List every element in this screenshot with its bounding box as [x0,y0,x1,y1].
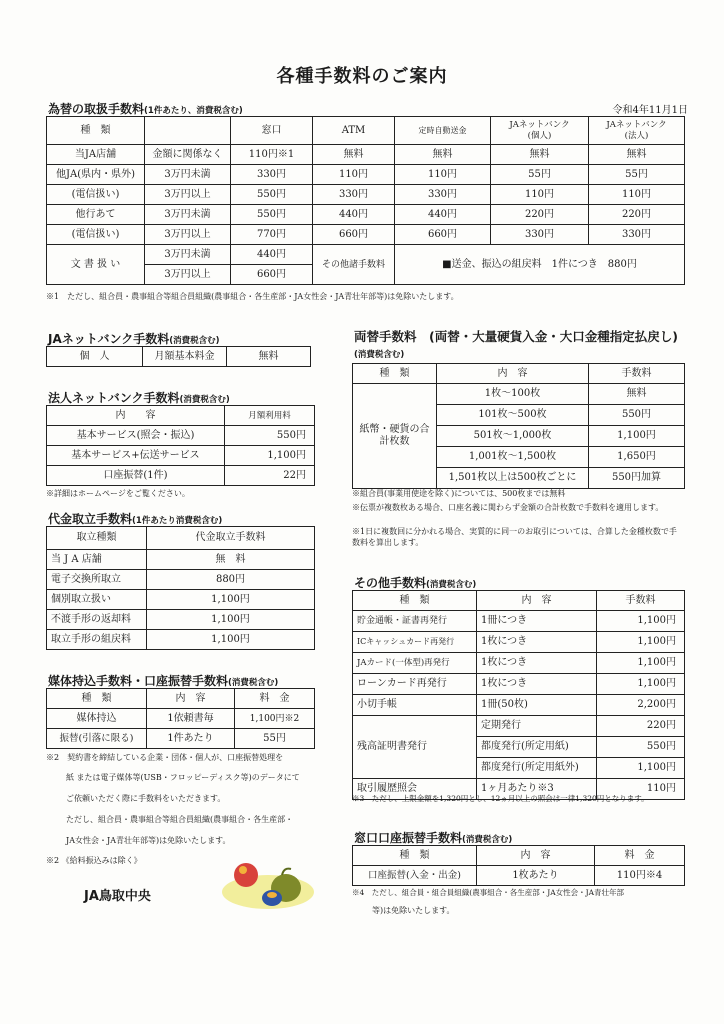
baitai-note: ※2 契約書を締結している企業・団体・個人が、口座振替処理を [46,753,284,762]
houjin-note: ※詳細はホームページをご覧ください。 [46,489,190,498]
madoguchi-table [352,845,685,886]
houjin-heading: 法人ネットバンク手数料(消費税含む) [48,391,230,405]
table-row: 貯金通帳・証書再発行 1冊につき 1,100円 [353,611,685,632]
table-row: 都度発行(所定用紙) 550円 [353,737,685,758]
table-row: 取引履歴照会 1ヶ月あたり※3 110円 [353,779,685,800]
other-fees-label: その他諸手数料 [313,245,395,285]
table-row: 1,001枚～1,500枚 1,650円 [353,447,685,468]
baitai-heading: 媒体持込手数料・口座振替手数料(消費税含む) [48,674,279,688]
table-header: 種 類 内 容 料 金 [47,689,315,709]
table-row: JAカード(一体型)再発行 1枚につき 1,100円 [353,653,685,674]
madoguchi-heading: 窓口口座振替手数料(消費税含む) [354,831,513,845]
issue-date: 令和4年11月1日 [612,105,688,116]
col-blank [145,117,231,145]
table-row: 他行あて 3万円未満 550円 440円 440円 220円 220円 [47,205,685,225]
sonota-note: ※3 ただし、上限金額を1,320円とし、12ヵ月以上の照会は一律1,320円となります。 [352,794,649,803]
table-row: 個 人 月額基本料金 無料 [47,347,311,367]
sonota-heading: その他手数料(消費税含む) [354,576,477,590]
kawase-table [46,116,685,285]
col-netbank-houjin: JAネットバンク (法人) [589,117,685,145]
table-row: 当JA店舗 金額に関係なく 110円※1 無料 無料 無料 無料 [47,145,685,165]
jabank-heading: JAネットバンク手数料(消費税含む) [48,332,220,346]
ryogae-heading: 両替手数料 (両替・大量硬貨入金・大口金種指定払戻し) [354,329,678,344]
zandaka-label: 残高証明書発行 [353,716,477,779]
table-row: 振替(引落に限る) 1件あたり 55円 [47,729,315,749]
table-row: 口座振替(1件) 22円 [47,466,315,486]
table-row: ICキャッシュカード再発行 1枚につき 1,100円 [353,632,685,653]
table-row: (電信扱い) 3万円以上 770円 660円 660円 330円 330円 [47,225,685,245]
ja-mascot-icon [212,858,322,914]
table-row: 個別取立扱い 1,100円 [47,590,315,610]
table-header: 取立種類 代金取立手数料 [47,527,315,550]
ryogae-heading-note: (消費税含む) [354,350,405,360]
table-row: 口座振替(入金・出金) 1枚あたり 110円※4 [353,866,685,886]
ja-logo-text: JA鳥取中央 [84,889,151,904]
ryogae-table [352,363,685,489]
table-row: 都度発行(所定用紙外) 1,100円 [353,758,685,779]
table-row: 基本サービス+伝送サービス 1,100円 [47,446,315,466]
table-row: 501枚～1,000枚 1,100円 [353,426,685,447]
table-row: 取立手形の組戻料 1,100円 [47,630,315,650]
baitai-table [46,688,315,749]
baitai-note: ※2 《給料振込みは除く》 [46,856,142,865]
kawase-note: ※1 ただし、組合員・農事組合等組合員組織(農事組合・各生産部・JA女性会・JA青壮年部等)は免除いたします。 [46,292,459,301]
col-teiji: 定時自動送金 [395,117,491,145]
table-row: 当 J A 店舗 無 料 [47,550,315,570]
table-row: 基本サービス(照会・振込) 550円 [47,426,315,446]
baitai-note: JA女性会・JA青壮年部等)は免除いたします。 [66,836,231,845]
table-row: 他JA(県内・県外) 3万円未満 330円 110円 110円 55円 55円 [47,165,685,185]
table-row: 不渡手形の返却料 1,100円 [47,610,315,630]
table-row: 残高証明書発行 定期発行 220円 [353,716,685,737]
table-header: 内 容 月額利用料 [47,406,315,426]
table-row: 3万円以上 660円 [47,265,685,285]
table-header: 種 類 内 容 手数料 [353,364,685,384]
madoguchi-note: 等)は免除いたします。 [372,906,455,915]
col-atm: ATM [313,117,395,145]
ryogae-note: ※1日に複数回に分かれる場合、実質的に同一のお取引については、合算した金種枚数で手数料を算出します。 [352,527,677,547]
col-madoguchi: 窓口 [231,117,313,145]
jabank-table [46,346,311,367]
table-row: (電信扱い) 3万円以上 550円 330円 330円 110円 110円 [47,185,685,205]
table-row: 媒体持込 1依頼書毎 1,100円※2 [47,709,315,729]
table-row: 1,501枚以上は500枚ごとに 550円加算 [353,468,685,489]
daikin-table [46,526,315,650]
col-shurui: 種 類 [47,117,145,145]
houjin-table [46,405,315,486]
ryogae-note: ※組合員(事業用使途を除く)については、500枚までは無料 [352,489,566,498]
table-header: 種 類 内 容 料 金 [353,846,685,866]
col-netbank-kojin: JAネットバンク (個人) [491,117,589,145]
table-header: 種 類 内 容 手数料 [353,591,685,611]
ryogae-label: 紙幣・硬貨の合計枚数 [353,384,437,489]
kumimodoshi-text: ■送金、振込の組戻料 1件につき 880円 [395,245,685,285]
table-row: 電子交換所取立 880円 [47,570,315,590]
baitai-note: 紙 または電子媒体等(USB・フロッピーディスク等)のデータにて [66,773,300,782]
sonota-table [352,590,685,800]
daikin-heading: 代金取立手数料(1件あたり消費税含む) [48,512,223,526]
bunsho-label: 文 書 扱 い [47,245,145,285]
ryogae-note: ※伝票が複数枚ある場合、口座名義に関わらず金額の合計枚数で手数料を適用します。 [352,503,664,512]
table-row: 101枚～500枚 550円 [353,405,685,426]
table-row: 紙幣・硬貨の合計枚数 1枚～100枚 無料 [353,384,685,405]
table-row: 小切手帳 1冊(50枚) 2,200円 [353,695,685,716]
page-title: 各種手数料のご案内 [276,66,448,87]
table-row: ローンカード再発行 1枚につき 1,100円 [353,674,685,695]
baitai-note: ご依頼いただく際に手数料をいただきます。 [66,794,226,803]
madoguchi-note: ※4 ただし、組合員・組合員組織(農事組合・各生産部・JA女性会・JA青壮年部 [352,888,625,897]
kawase-heading: 為替の取扱手数料(1件あたり、消費税含む) [48,102,243,116]
baitai-note: ただし、組合員・農事組合等組合員組織(農事組合・各生産部・ [66,815,294,824]
table-row: 文 書 扱 い 3万円未満 440円 その他諸手数料 ■送金、振込の組戻料 1件につき 880円 [47,245,685,265]
